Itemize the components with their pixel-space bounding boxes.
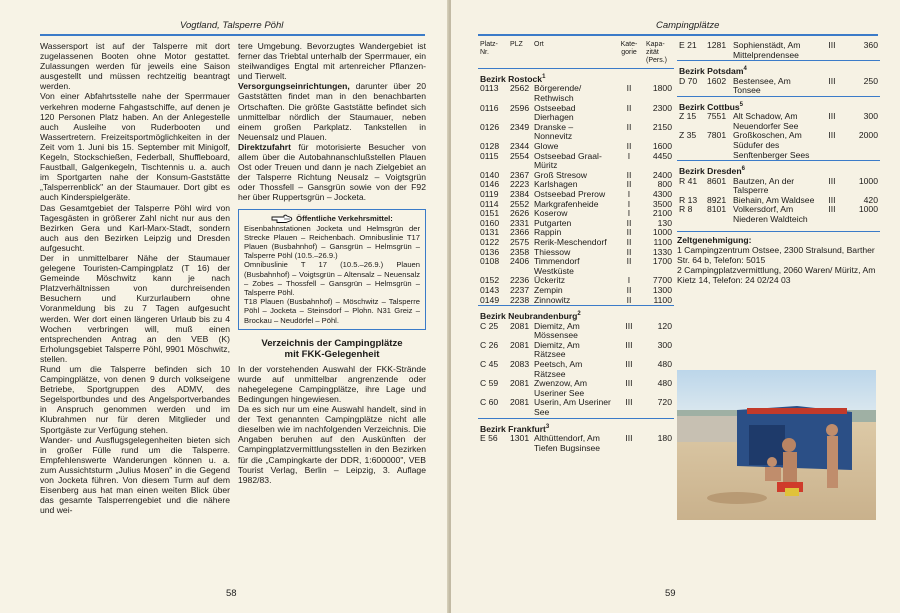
col1-paragraph: Von einer Abfahrtsstelle nahe der Sperrmauer verkehren moderne Fahgastschiffe, auf denen je 120 Personen Platz haben. An der Anlegestelle auch Ausleihe von Ruderbooten und Wassertretern. Freizeitsportmöglichkeiten in der Zeit vom 1. Juni bis 15. September mit Minigolf, Kegeln, Stockschießen, Federball, Shuffleboard, Faustball, Galgenkegeln, Tischtennis u. a. auch im Sportgarten nahe der Konsum-Gaststätte „Talsperrenblick" an der Staumauer. Dort gibt es auch Kinderspielgeräte. (40, 91, 230, 203)
kategorie-cell: III (828, 75, 836, 86)
platz-nr-cell: 0108 (480, 256, 500, 267)
plz-cell: 2236 (510, 275, 530, 286)
pointing-hand-icon (271, 214, 293, 224)
plz-cell: 2384 (510, 188, 530, 199)
kapazitaet-cell: 360 (863, 40, 878, 50)
table-header-platz: Platz- Nr. (480, 41, 498, 56)
kategorie-cell: III (625, 432, 633, 443)
versorgung-heading: Versorgungseinrichtungen, (238, 81, 350, 92)
platz-nr-cell: 0146 (480, 179, 500, 190)
plz-cell: 2367 (510, 169, 530, 180)
kategorie-cell: II (626, 256, 632, 267)
plz-cell: 7801 (707, 130, 727, 141)
platz-nr-cell: 0149 (480, 294, 500, 305)
kategorie-cell: III (828, 130, 836, 141)
plz-cell: 2223 (510, 179, 530, 190)
ort-cell: Zinnowitz (534, 294, 571, 305)
kategorie-cell: III (625, 339, 633, 350)
bezirk-footnote-marker: 1 (542, 74, 546, 80)
platz-nr-cell: 0160 (480, 217, 500, 228)
page-58 (0, 0, 449, 613)
table-row (677, 131, 880, 160)
bezirk-footnote-marker: 6 (741, 166, 745, 173)
bezirk-heading (478, 306, 674, 322)
plz-cell: 2238 (510, 294, 530, 305)
fkk-text-1: In der vorstehenden Auswahl der FKK-Strände wurde auf unmittelbar angrenzende oder nahegelegene Campingplätze, ihre Lage und Bedingungen hingewiesen. (238, 363, 426, 405)
ort-cell: Markgrafenheide (534, 198, 599, 209)
platz-nr-cell: 0143 (480, 284, 500, 295)
kapazitaet-cell: 1000 (858, 175, 878, 186)
platz-nr-cell: 0131 (480, 227, 500, 238)
kategorie-cell: III (625, 397, 633, 408)
platz-nr-cell: R 41 (679, 175, 698, 186)
kategorie-cell: II (626, 141, 632, 152)
platz-nr-cell: 0113 (480, 83, 499, 94)
bezirk-heading-row (677, 96, 880, 112)
table-row (478, 104, 674, 123)
kategorie-cell: II (626, 227, 632, 238)
ort-cell: Rappin (534, 227, 562, 238)
platz-nr-cell: D 70 (679, 75, 698, 86)
zelt-item-2: 2 Campingplatzvermittlung, 2060 Waren/ Müritz, Am Kietz 14, Telefon: 24 02/24 03 (677, 264, 876, 285)
kapazitaet-cell: 1100 (653, 294, 672, 305)
col1-paragraph: Wassersport ist auf der Talsperre mit dort zugelassenen Booten ohne Motor gestattet. Zulassungen werden für jeweils eine Saison ausgestellt und müssen rechtzeitig beantragt werden. (40, 41, 230, 92)
platz-nr-cell: 0152 (480, 275, 500, 286)
kategorie-cell: II (626, 102, 632, 113)
table-row (478, 238, 674, 248)
ort-cell: Bestensee, Am Tonsee (733, 75, 791, 96)
zufahrt-paragraph (238, 142, 426, 203)
plz-cell: 2366 (510, 227, 530, 238)
kategorie-cell: III (625, 378, 633, 389)
kategorie-cell: I (627, 150, 631, 161)
bezirk-name: Bezirk Frankfurt (480, 423, 546, 434)
kategorie-cell: II (626, 246, 632, 257)
platz-nr-cell: E 56 (480, 432, 498, 443)
ort-cell: Ückeritz (534, 275, 566, 286)
ort-cell: Zempin (534, 284, 563, 295)
zelt-title: Zeltgenehmigung: (677, 234, 752, 245)
kategorie-cell: II (626, 284, 632, 295)
kategorie-cell: I (627, 198, 631, 209)
bezirk-heading-row (478, 418, 674, 434)
kategorie-cell: I (627, 208, 631, 219)
header-rule-left (40, 34, 425, 36)
kategorie-cell: II (626, 169, 632, 180)
plz-cell: 2554 (510, 150, 530, 161)
kategorie-cell: III (828, 204, 836, 215)
bezirk-footnote-marker: 3 (545, 423, 550, 430)
bezirk-heading (478, 69, 674, 85)
kapazitaet-cell: 7700 (652, 275, 672, 286)
transport-line-3: T18 Plauen (Busbahnhof) – Möschwitz – Talsperre Pöhl – Jocketa – Steinsdorf – Plohn. N31 Greiz – Brockau – Neudörfel – Pöhl. (244, 297, 420, 325)
kapazitaet-cell: 300 (863, 111, 878, 122)
text-column-2 (238, 41, 426, 485)
kapazitaet-cell: 250 (863, 75, 878, 86)
text-column-1 (40, 41, 230, 515)
bezirk-heading-row (677, 161, 880, 177)
ort-cell: Dranske – Nonnevitz (534, 121, 574, 142)
fkk-title-line-2: mit FKK-Gelegenheit (284, 348, 380, 360)
table-row (478, 219, 674, 229)
bezirk-name: Bezirk Dresden (679, 166, 742, 177)
kapazitaet-cell: 1100 (653, 236, 672, 247)
plz-cell: 2081 (510, 320, 530, 331)
kapazitaet-cell: 180 (657, 432, 672, 443)
kategorie-cell: III (625, 320, 633, 331)
kapazitaet-cell: 300 (657, 339, 672, 350)
col1-paragraph: Der in unmittelbarer Nähe der Staumauer gelegene Touristen-Campingplatz (T 16) der Gemeinde Möschwitz kann je nach Platzverhältnissen von durchreisenden Besuchern und Kurzurlaubern ohne Voranmeldung bis zu 7 Tagen aufgesucht werden. Wer dort einen längeren Urlaub bis zu 4 Wochen verbringen will, muß einen entsprechenden Antrag an den VEB (K) Erholungsgebiet Talsperre Pöhl, 9901 Möschwitz, stellen. (40, 252, 230, 364)
table-row (677, 77, 880, 97)
platz-nr-cell: C 26 (480, 339, 499, 350)
plz-cell: 8921 (707, 194, 727, 205)
plz-cell: 1602 (707, 75, 727, 86)
bezirk-footnote-marker: 5 (739, 101, 743, 108)
ort-cell: Börgerende/ Rethwisch (534, 83, 582, 104)
table-row (478, 322, 674, 341)
plz-cell: 2358 (510, 246, 530, 257)
plz-cell: 2596 (510, 102, 530, 113)
ort-cell: Rerik-Meschendorf (534, 236, 607, 247)
table-row (478, 200, 674, 210)
kapazitaet-cell: 720 (657, 397, 672, 408)
kapazitaet-cell: 1300 (652, 284, 672, 295)
kategorie-cell: III (828, 194, 836, 205)
table-row (677, 112, 880, 131)
plz-cell: 1281 (707, 40, 727, 50)
ort-cell: Großkoschen, Am Südufer des Senftenberger Sees (733, 130, 810, 160)
zufahrt-heading: Direktzufahrt (238, 141, 292, 152)
kapazitaet-cell: 130 (657, 217, 672, 228)
table-row (677, 177, 880, 196)
ort-cell: Thiessow (534, 246, 571, 257)
kapazitaet-cell: 1700 (652, 256, 672, 267)
bezirk-heading-row (677, 61, 880, 77)
transport-line-1: Eisenbahnstationen Jocketa und Helmsgrün der Strecke Plauen – Reichenbach. Omnibuslinie T17 Plauen (Busbahnhof) – Gansgrün – Helmsgrün – Talsperre Pöhl (10.5.–26.9.) (244, 223, 420, 261)
kapazitaet-cell: 4450 (652, 150, 672, 161)
ort-cell: Koserow (534, 208, 568, 219)
table-row (677, 205, 880, 224)
zufahrt-text: für motorisierte Besucher von allem über die Autobahnanschlußstellen Plauen Ost oder Treuen und dann je nach Zielgebiet an der Talsperre Richtung Neusalz – Voigtsgrün oder Thossfell – Gansgrün sowie von der F92 her über Ruppertsgrün – Jocketa. (238, 141, 426, 203)
bezirk-name: Bezirk Cottbus (679, 101, 740, 112)
table-row (478, 341, 674, 360)
running-header-right: Campingplätze (656, 20, 720, 31)
camping-photo-image (677, 370, 876, 520)
kapazitaet-cell: 480 (657, 358, 672, 369)
bezirk-heading (677, 61, 880, 77)
table-row (478, 276, 674, 286)
bezirk-name: Bezirk Rostock (480, 73, 543, 84)
kapazitaet-cell: 1000 (858, 204, 878, 215)
table-header-kat: Kate- gorie (620, 41, 638, 56)
platz-nr-cell: 0128 (480, 141, 500, 152)
kategorie-cell: II (626, 83, 632, 94)
ort-cell: Peetsch, Am Rätzsee (534, 358, 583, 379)
bezirk-heading-row (478, 69, 674, 85)
kategorie-cell: III (828, 111, 836, 122)
plz-cell: 2344 (510, 141, 530, 152)
table-row (478, 434, 674, 453)
kategorie-cell: III (828, 175, 836, 186)
table-row (478, 360, 674, 379)
platz-nr-cell: R 8 (679, 204, 693, 215)
platz-nr-cell: 0136 (480, 246, 500, 257)
kategorie-cell: I (627, 188, 631, 199)
platz-nr-cell: 0126 (480, 121, 500, 132)
platz-nr-cell: C 45 (480, 358, 499, 369)
ort-cell: Groß Stresow (534, 169, 588, 180)
fkk-text-2: Da es sich nur um eine Auswahl handelt, sind in der Text genannten Campingplätze nicht alle dieselben wie im nachfolgenden Verzeichnis. Die Angaben beruhen auf den Auskünften der Campingplatzvermittlungsstellen in den Bezirken für die „Campingkarte der DDR, 1:600000", VEB Tourist Verlag, Berlin – Leipzig, 3. Auflage 1982/83. (238, 404, 426, 485)
col1-paragraph: Wander- und Ausflugsgelegenheiten bieten sich in großer Fülle rund um die Talsperre. Empfehlenswerte Wanderungen können u. a. zum Aussichtsturm „Julius Mosen" in die Gegend von Jocketa führen. Von diesem Turm auf dem Eisenberg aus hat man einen weiten Blick über das gesamte Talsperrengebiet und die nähere und wei- (40, 434, 230, 516)
zelt-section (677, 235, 880, 285)
platz-nr-cell: R 13 (679, 194, 698, 205)
ort-cell: Ostseebad Prerow (534, 188, 606, 199)
ort-cell: Karlshagen (534, 179, 578, 190)
zelt-rule (677, 231, 880, 232)
plz-cell: 2562 (510, 83, 530, 94)
plz-cell: 8101 (707, 204, 727, 215)
kapazitaet-cell: 420 (863, 194, 878, 205)
kapazitaet-cell: 800 (657, 179, 672, 190)
camp-table-right (677, 41, 880, 225)
running-header-left: Vogtland, Talsperre Pöhl (180, 20, 284, 31)
table-row (478, 257, 674, 276)
table-header-kap: Kapa- zität (Pers.) (646, 41, 667, 64)
fkk-section-title (238, 338, 426, 360)
ort-cell: Zwenzow, Am Useriner See (534, 378, 588, 398)
ort-cell: Bautzen, An der Talsperre (733, 175, 795, 196)
kapazitaet-cell: 120 (657, 320, 672, 331)
kategorie-cell: II (626, 236, 632, 247)
bezirk-heading-row (478, 306, 674, 322)
plz-cell: 2349 (510, 121, 530, 132)
ort-cell: Sophienstädt, Am Mittelprendensee (733, 40, 801, 60)
plz-cell: 7551 (707, 111, 727, 122)
plz-cell: 2626 (510, 208, 530, 219)
platz-nr-cell: C 59 (480, 378, 499, 389)
platz-nr-cell: 0114 (480, 198, 499, 209)
kapazitaet-cell: 1330 (652, 246, 672, 257)
bezirk-heading (478, 418, 674, 434)
kategorie-cell: III (625, 358, 633, 369)
ort-cell: Timmendorf Westküste (534, 256, 580, 276)
table-header-row (478, 41, 674, 69)
platz-nr-cell: C 60 (480, 397, 499, 408)
page-number-right: 59 (665, 588, 676, 599)
table-header-plz: PLZ (510, 41, 523, 48)
plz-cell: 2083 (510, 358, 530, 369)
kapazitaet-cell: 2150 (652, 121, 672, 132)
camp-table-right-column (677, 41, 880, 285)
plz-cell: 2081 (510, 397, 530, 408)
platz-nr-cell: E 21 (679, 40, 697, 50)
table-row (478, 209, 674, 219)
col1-paragraph: Das Gesamtgebiet der Talsperre Pöhl wird von Tagesgästen in größerer Zahl nicht nur aus den Bezirken Gera und Karl-Marx-Stadt, sondern auch aus den Bezirken Leipzig und Dresden aufgesucht. (40, 202, 230, 253)
ort-cell: Ostseebad Graal-Müritz (534, 150, 602, 171)
transport-box-title-row (244, 214, 420, 224)
camp-table-left (478, 41, 674, 453)
kategorie-cell: II (626, 121, 632, 132)
plz-cell: 2406 (510, 256, 530, 267)
ort-cell: Diemitz, Am Rätzsee (534, 339, 580, 360)
bezirk-footnote-marker: 2 (577, 311, 581, 318)
table-row (478, 84, 674, 103)
kategorie-cell: II (626, 179, 632, 190)
plz-cell: 8601 (707, 175, 727, 186)
platz-nr-cell: 0151 (480, 208, 500, 219)
fkk-title-line-1: Verzeichnis der Campingplätze (261, 337, 403, 349)
ort-cell: Diemitz, Am Mössensee (534, 320, 580, 341)
bezirk-name: Bezirk Potsdam (679, 66, 744, 77)
zelt-item-1: 1 Campingzentrum Ostsee, 2300 Stralsund, Barther Str. 64 b, Telefon: 5015 (677, 244, 875, 265)
kapazitaet-cell: 2100 (652, 208, 672, 219)
ort-cell: Ostseebad Dierhagen (534, 102, 576, 123)
page-number-left: 58 (226, 588, 237, 599)
ort-cell: Biehain, Am Waldsee (733, 194, 815, 205)
kategorie-cell: II (626, 217, 632, 228)
table-row (478, 123, 674, 142)
platz-nr-cell: 0116 (480, 102, 499, 113)
versorgung-paragraph (238, 81, 426, 142)
platz-nr-cell: Z 35 (679, 130, 697, 141)
plz-cell: 2331 (510, 217, 530, 228)
plz-cell: 2237 (510, 284, 530, 295)
platz-nr-cell: Z 15 (679, 111, 697, 122)
kapazitaet-cell: 1600 (652, 141, 672, 152)
table-row (478, 152, 674, 171)
platz-nr-cell: C 25 (480, 320, 499, 331)
versorgung-text: darunter über 20 Gaststätten findet man in den benachbarten Ortschaften. Die größte Gaststätte befindet sich unmittelbar nördlich der Staumauer, neben einem großen Parkplatz. Tankstellen in Neuensalz und Plauen. (238, 81, 426, 142)
page-59 (451, 0, 900, 613)
kategorie-cell: II (626, 294, 632, 305)
header-rule-right (478, 34, 878, 36)
kategorie-cell: I (627, 275, 631, 286)
kapazitaet-cell: 480 (657, 378, 672, 389)
kategorie-cell: III (828, 40, 836, 50)
kapazitaet-cell: 1800 (652, 83, 672, 94)
ort-cell: Alt Schadow, Am Neuendorfer See (733, 111, 799, 131)
table-row (677, 41, 880, 61)
ort-cell: Althüttendorf, Am Tiefen Bugsinsee (534, 432, 601, 453)
platz-nr-cell: 0115 (480, 150, 499, 161)
table-row (478, 379, 674, 398)
plz-cell: 2081 (510, 378, 530, 389)
kapazitaet-cell: 3500 (652, 198, 672, 209)
col1-paragraph: Rund um die Talsperre befinden sich 10 Campingplätze, von denen 9 durch volkseigene Betriebe, Sportgruppen des ADMV, des Segelsportbundes und des Angelsportverbandes in Anspruch genommen werden und im Klubrahmen nur für deren Mitglieder und Sportgäste zur Verfügung stehen. (40, 364, 230, 435)
platz-nr-cell: 0119 (480, 188, 499, 199)
ort-cell: Glowe (534, 141, 559, 152)
transport-line-2: Omnibuslinie T 17 (10.5.–26.9.) Plauen (Busbahnhof) – Voigtsgrün – Altensalz – Neuensalz – Zobes – Thossfell – Gansgrün – Helmsgrün – Talsperre Pöhl. (244, 260, 420, 297)
ort-cell: Putgarten (534, 217, 572, 228)
platz-nr-cell: 0140 (480, 169, 500, 180)
table-row (478, 398, 674, 418)
col2-intro: tere Umgebung. Bevorzugtes Wandergebiet ist ferner das Triebtal unterhalb der Sperrmauer, ein steilwandiges Engtal mit artenreicher Pflanzen- und Tierwelt. (238, 41, 426, 82)
bezirk-heading (677, 96, 880, 112)
plz-cell: 2575 (510, 236, 530, 247)
table-row (478, 286, 674, 296)
kapazitaet-cell: 2000 (858, 130, 878, 141)
transport-box (238, 209, 426, 330)
ort-cell: Userin, Am Useriner See (534, 397, 611, 417)
table-header-ort: Ort (534, 41, 544, 48)
camping-photo (677, 370, 876, 520)
kapazitaet-cell: 2400 (652, 169, 672, 180)
platz-nr-cell: 0122 (480, 236, 500, 247)
plz-cell: 2552 (510, 198, 530, 209)
kapazitaet-cell: 1000 (652, 227, 672, 238)
bezirk-name: Bezirk Neubrandenburg (480, 310, 578, 321)
kapazitaet-cell: 4300 (652, 188, 672, 199)
ort-cell: Volkersdorf, Am Niederen Waldteich (733, 204, 808, 225)
plz-cell: 1301 (510, 432, 530, 443)
kapazitaet-cell: 2300 (652, 102, 672, 113)
camp-table-left-column (478, 41, 674, 453)
table-row (478, 296, 674, 306)
plz-cell: 2081 (510, 339, 530, 350)
transport-box-title: Öffentliche Verkehrsmittel: (296, 213, 393, 223)
bezirk-heading (677, 161, 880, 177)
bezirk-footnote-marker: 4 (743, 66, 747, 73)
